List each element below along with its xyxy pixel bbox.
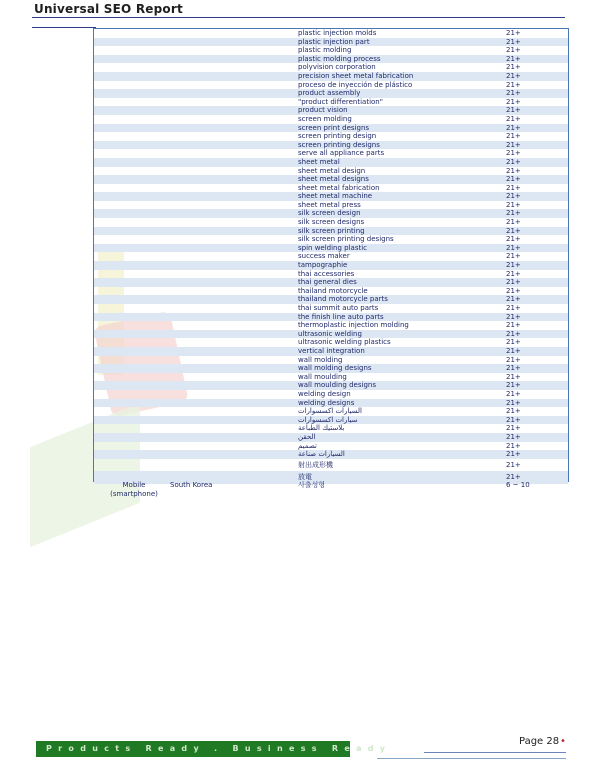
table-row <box>94 424 568 433</box>
rank-cell: 6 ~ 10 <box>506 481 530 489</box>
rank-cell: 21+ <box>506 80 521 89</box>
rank-cell: 21+ <box>506 321 521 330</box>
table-row <box>94 132 568 141</box>
keyword-cell: screen print designs <box>298 123 370 132</box>
keyword-cell: product assembly <box>298 89 361 98</box>
keyword-cell: sheet metal <box>298 157 340 166</box>
table-row <box>94 89 568 98</box>
rank-cell: 21+ <box>506 389 521 398</box>
table-row <box>94 46 568 55</box>
device-cell: Mobile (smartphone) <box>110 481 158 498</box>
keyword-cell: بلاستيك الطباعة <box>298 424 345 433</box>
keyword-cell: plastic injection molds <box>298 29 377 37</box>
table-row <box>94 295 568 304</box>
table-row <box>94 201 568 210</box>
rank-cell: 21+ <box>506 209 521 218</box>
rank-cell: 21+ <box>506 235 521 244</box>
rank-cell: 21+ <box>506 54 521 63</box>
table-row <box>94 261 568 270</box>
keyword-cell: precision sheet metal fabrication <box>298 71 414 80</box>
table-row <box>94 313 568 322</box>
table-row <box>94 244 568 253</box>
table-row <box>94 106 568 115</box>
rank-cell: 21+ <box>506 243 521 252</box>
keyword-cell: sheet metal fabrication <box>298 183 380 192</box>
table-row <box>94 381 568 390</box>
rank-cell: 21+ <box>506 37 521 46</box>
table-row <box>94 192 568 201</box>
rank-cell: 21+ <box>506 372 521 381</box>
keyword-cell: wall moulding designs <box>298 381 376 390</box>
keyword-cell: welding design <box>298 389 351 398</box>
table-row <box>94 330 568 339</box>
rank-cell: 21+ <box>506 166 521 175</box>
keyword-cell: proceso de inyección de plástico <box>298 80 413 89</box>
table-row <box>94 373 568 382</box>
keyword-cell: success maker <box>298 252 350 261</box>
rank-cell: 21+ <box>506 338 521 347</box>
table-row <box>94 278 568 287</box>
rank-cell: 21+ <box>506 63 521 72</box>
keyword-cell: thai summit auto parts <box>298 304 379 312</box>
table-row <box>94 433 568 442</box>
keyword-cell: sheet metal designs <box>298 175 369 184</box>
table-row <box>94 321 568 330</box>
keyword-cell: silk screen design <box>298 209 361 218</box>
table-row <box>94 29 568 38</box>
rank-cell: 21+ <box>506 226 521 235</box>
rank-cell: 21+ <box>506 192 521 201</box>
rank-cell: 21+ <box>506 97 521 106</box>
keyword-cell: تصميم <box>298 441 317 450</box>
rank-cell: 21+ <box>506 114 521 123</box>
report-title: Universal SEO Report <box>34 2 183 16</box>
keyword-cell: thai accessories <box>298 269 355 278</box>
keyword-cell: product vision <box>298 106 348 115</box>
table-row <box>94 459 568 472</box>
rank-cell: 21+ <box>506 398 521 407</box>
header-rule <box>32 17 565 18</box>
table-row <box>94 270 568 279</box>
keyword-cell: serve all appliance parts <box>298 149 385 158</box>
keyword-cell: wall moulding <box>298 372 347 381</box>
page-dot: • <box>560 736 566 747</box>
rank-cell: 21+ <box>506 89 521 98</box>
table-row <box>94 38 568 47</box>
keyword-cell: سيارات اكسسوارات <box>298 415 358 424</box>
table-row <box>94 390 568 399</box>
rank-cell: 21+ <box>506 432 521 441</box>
table-row <box>94 98 568 107</box>
keyword-cell: screen molding <box>298 114 352 123</box>
rank-cell: 21+ <box>506 450 521 459</box>
table-row <box>94 287 568 296</box>
keyword-cell: thai general dies <box>298 278 357 287</box>
keyword-cell: sheet metal press <box>298 200 361 209</box>
table-row <box>94 356 568 365</box>
keyword-cell: 放電 <box>298 473 312 482</box>
keyword-cell: plastic molding process <box>298 54 381 63</box>
table-row <box>94 72 568 81</box>
footer-rule <box>424 752 566 753</box>
rank-cell: 21+ <box>506 295 521 304</box>
rank-cell: 21+ <box>506 29 521 37</box>
table-row <box>94 442 568 451</box>
table-row <box>94 227 568 236</box>
keyword-cell: silk screen printing designs <box>298 235 394 244</box>
rank-cell: 21+ <box>506 381 521 390</box>
keyword-cell: 射出成形機 <box>298 460 333 469</box>
table-row <box>94 304 568 313</box>
rank-cell: 21+ <box>506 346 521 355</box>
rank-cell: 21+ <box>506 304 521 312</box>
keyword-cell: wall molding <box>298 355 343 364</box>
keyword-cell: السيارات صناعة <box>298 450 345 459</box>
table-row <box>94 115 568 124</box>
table-row <box>94 407 568 416</box>
table-row <box>94 175 568 184</box>
keyword-cell: thailand motorcycle <box>298 286 368 295</box>
country-cell: South Korea <box>170 481 213 489</box>
rank-cell: 21+ <box>506 329 521 338</box>
table-row <box>94 218 568 227</box>
rank-cell: 21+ <box>506 183 521 192</box>
keyword-cell: the finish line auto parts <box>298 312 384 321</box>
header-rule-accent <box>32 27 96 28</box>
rank-cell: 21+ <box>506 355 521 364</box>
mobile-row <box>94 481 568 503</box>
rank-cell: 21+ <box>506 269 521 278</box>
rank-cell: 21+ <box>506 106 521 115</box>
keyword-cell: السيارات اكسسوارات <box>298 407 362 416</box>
table-row <box>94 347 568 356</box>
keyword-cell: "product differentiation" <box>298 97 383 106</box>
keyword-cell: thailand motorcycle parts <box>298 295 388 304</box>
rank-cell: 21+ <box>506 424 521 433</box>
keyword-cell: ultrasonic welding plastics <box>298 338 391 347</box>
keyword-cell: sheet metal machine <box>298 192 373 201</box>
keyword-cell: welding designs <box>298 398 355 407</box>
rank-cell: 21+ <box>506 200 521 209</box>
keyword-cell: vertical integration <box>298 346 365 355</box>
rank-cell: 21+ <box>506 473 521 482</box>
keyword-cell: screen printing designs <box>298 140 380 149</box>
rank-cell: 21+ <box>506 441 521 450</box>
rank-cell: 21+ <box>506 407 521 416</box>
table-row <box>94 149 568 158</box>
table-row <box>94 141 568 150</box>
keyword-cell: plastic molding <box>298 46 352 55</box>
keyword-cell: silk screen printing <box>298 226 365 235</box>
table-row <box>94 209 568 218</box>
rank-cell: 21+ <box>506 218 521 227</box>
table-row <box>94 399 568 408</box>
keyword-cell: screen printing design <box>298 132 377 141</box>
keyword-cell: wall molding designs <box>298 364 372 373</box>
rank-cell: 21+ <box>506 286 521 295</box>
keyword-ranking-table <box>94 29 568 484</box>
keyword-cell: silk screen designs <box>298 218 365 227</box>
rank-cell: 21+ <box>506 157 521 166</box>
table-row <box>94 81 568 90</box>
rank-cell: 21+ <box>506 415 521 424</box>
keyword-cell: polyvision corporation <box>298 63 376 72</box>
table-row <box>94 416 568 425</box>
keyword-cell: thermoplastic injection molding <box>298 321 409 330</box>
table-row <box>94 158 568 167</box>
keyword-cell: tampographie <box>298 261 348 270</box>
table-row <box>94 184 568 193</box>
rank-cell: 21+ <box>506 123 521 132</box>
rank-cell: 21+ <box>506 149 521 158</box>
rank-cell: 21+ <box>506 364 521 373</box>
page-number: Page 28 <box>519 736 560 747</box>
keyword-cell: 사출성형 <box>298 481 326 489</box>
rank-cell: 21+ <box>506 312 521 321</box>
keyword-cell: ultrasonic welding <box>298 329 362 338</box>
footer-tagline: Products Ready . Business Ready <box>46 744 392 753</box>
keyword-cell: الحقن <box>298 432 316 441</box>
table-row <box>94 124 568 133</box>
table-row <box>94 235 568 244</box>
table-row <box>94 55 568 64</box>
footer-rule <box>377 758 566 759</box>
rank-cell: 21+ <box>506 140 521 149</box>
table-row <box>94 338 568 347</box>
rank-cell: 21+ <box>506 132 521 141</box>
keyword-cell: spin welding plastic <box>298 243 368 252</box>
table-row <box>94 364 568 373</box>
rank-cell: 21+ <box>506 278 521 287</box>
keyword-cell: sheet metal design <box>298 166 366 175</box>
rank-cell: 21+ <box>506 71 521 80</box>
rank-cell: 21+ <box>506 261 521 270</box>
rank-cell: 21+ <box>506 460 521 469</box>
table-row <box>94 167 568 176</box>
keyword-cell: plastic injection part <box>298 37 370 46</box>
rank-cell: 21+ <box>506 46 521 55</box>
rank-cell: 21+ <box>506 252 521 261</box>
rank-cell: 21+ <box>506 175 521 184</box>
table-row <box>94 450 568 459</box>
table-row <box>94 63 568 72</box>
table-row <box>94 252 568 261</box>
